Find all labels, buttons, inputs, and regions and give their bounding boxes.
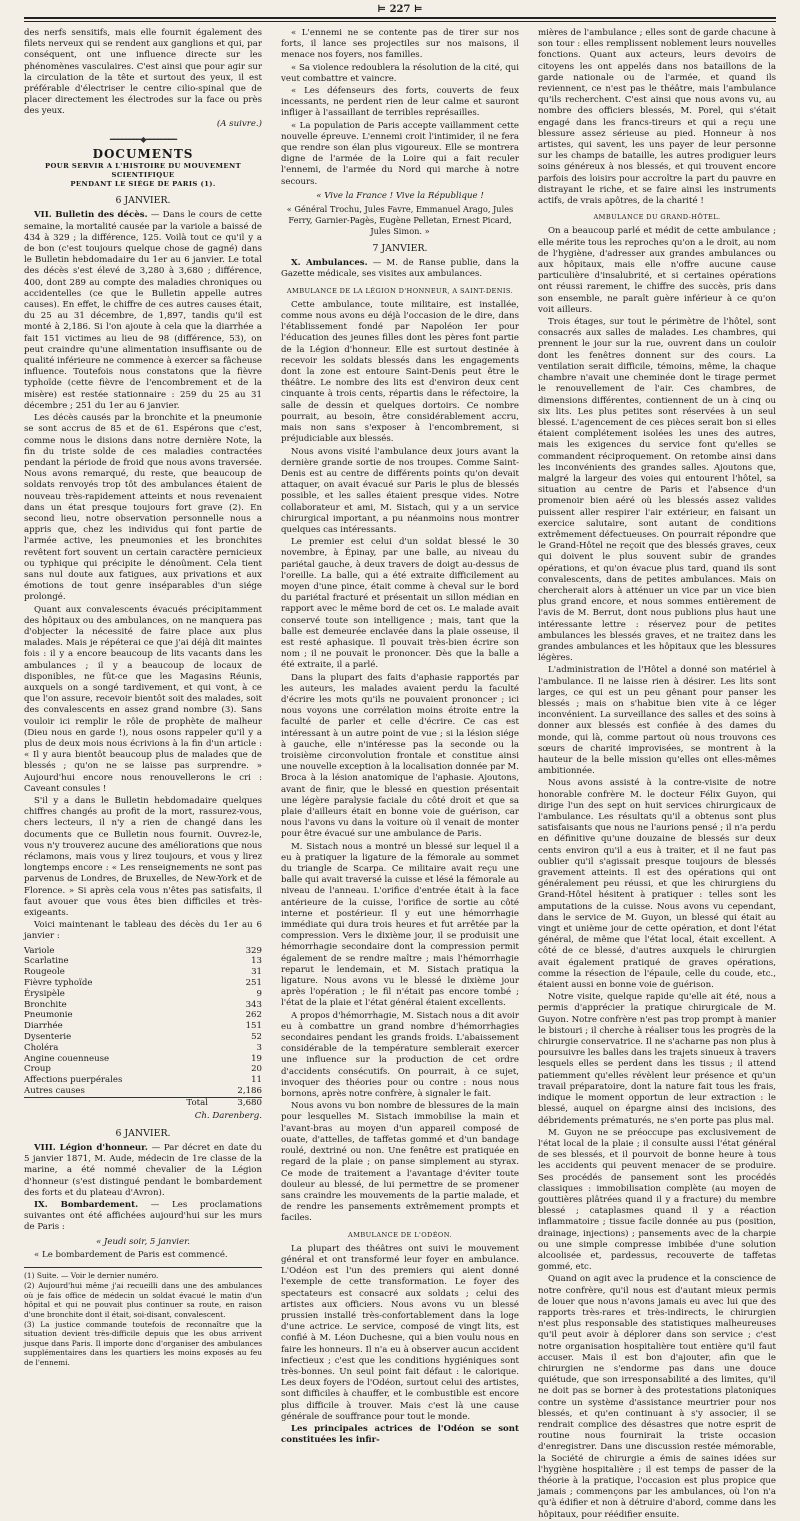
paragraph [24,210,262,412]
stats-value: 9 [256,988,262,999]
column-1 [24,28,262,1367]
stats-row [24,1086,262,1097]
stats-value: 31 [251,967,262,978]
paragraph: Trois étages, sur tout le périmètre de l'hôtel, sont consacrés aux salles de malades. Les chambres, qui prennent le jour sur la rue, ouvrent dans un couloir dont les fenêtres donnent sur des cours. La ventilation serait difficile, témoins, même, la chaque chambre n'avait une cheminée dont le tirage permet le renouvellement de l'air. Ces chambres, de dimensions différentes, contiennent de un à cinq ou six lits. Les plus petites sont réservées à un seul blessé. L'agencement de ces pièces serait bon si elles étaient complétement isolées les unes des autres, mais les exigences du service font qu'elles se commandent réciproquement. On retombe ainsi dans les inconvénients des grandes salles. Ajoutons que, malgré la largeur des voies qui entourent l'hôtel, sa situation au centre de Paris et l'absence d'un promenoir bien aéré où les blessés assez valides puissent aller respirer l'air extérieur, en faisant un exercice salutaire, sont autant de conditions extrêmement défectueuses. On pourrait répondre que le Grand-Hôtel ne reçoit que des blessés graves, ceux qui doivent le plus souvent subir de grandes opérations, et qu'on évacue plus tard, quand ils sont convalescents, dans de petites ambulances. Mais on chercherait alors à atténuer un vice par un vice bien plus grand encore, et nous sommes entièrement de l'avis de M. Berrut, dont nous publions plus haut une intéressante lettre : réservez pour de petites ambulances les blessés graves, et ne traitez dans les grandes ambulances et les hôpitaux que les blessures légères. [538,317,776,664]
stats-value: 251 [245,978,262,989]
header-rule [24,17,776,19]
stats-label: Érysipèle [24,988,65,999]
stats-value: 19 [251,1053,262,1064]
stats-value: 11 [251,1075,262,1086]
stats-row [24,1000,262,1011]
footnotes [24,1267,262,1367]
paragraph: La plupart des théâtres ont suivi le mouvement général et ont transformé leur foyer en ambulance. L'Odéon est l'un des premiers qui aient donné l'exemple de cette transformation. Le foyer des spectateurs est consacré aux soldats ; celui des artistes aux officiers. Nous avons vu un blessé prussien installé très-confortablement dans la loge d'une actrice. Le service, composé de vingt lits, est confié à M. Léon Duchesne, qui a bien voulu nous en faire les honneurs. Il n'a eu à observer aucun accident infectieux ; c'est que les conditions hygiéniques sont très-bonnes. Un seul point fait défaut : le calorique. Les deux foyers de l'Odéon, surtout celui des artistes, sont difficiles à chauffer, et le combustible est encore plus difficile à trouver. Mais c'est là une cause générale de souffrance pour tout le monde. [281,1243,519,1422]
stats-label: Diarrhée [24,1021,63,1032]
stats-row [24,1075,262,1086]
paragraph: M. Guyon ne se préoccupe pas exclusivement de l'état local de la plaie ; il consulte aussi l'état général de ses blessés, et il pourvoit de bonne heure à tous les accidents qui peuvent menacer de se produire. Ses procédés de pansement sont les procédés classiques : immobilisation complète (au moyen de gouttières plâtrées quand il y a fracture) du membre blessé ; cataplasmes quand il y a réaction inflammatoire ; tissue facile donnée au pus (position, drainage, injections) ; pansements avec de la charpie ou une simple compresse imbibée d'une solution alcoolisée et, pardessus, recouverte de taffetas gommé, etc. [538,1127,776,1273]
paragraph: « Le bombardement de Paris est commencé. [34,1249,228,1260]
paragraph: S'il y a dans le Bulletin hebdomadaire quelques chiffres changés au profit de la mort, rassurez-vous, chers lecteurs, il n'y a rien de changé dans les documents que ce Bulletin nous fournit. Ouvrez-le, vous n'y trouverez aucune des améliorations que nous réclamons, mais vous y lirez toujours, et vous y lirez longtemps encore : « Les renseignements ne sont pas parvenus de Londres, de Bruxelles, de New-York et de Florence. » Si après cela vous n'êtes pas satisfaits, il faut avouer que vous êtes bien difficiles et très-exigeants. [24,796,262,919]
paragraph: « Sa violence redoublera la résolution de la cité, qui veut combattre et vaincre. [281,62,519,84]
proclamation-signers: « Général Trochu, Jules Favre, Emmanuel Arago, Jules Ferry, Garnier-Pagès, Eugène Pelletan, Ernest Picard, Jules Simon. » [286,204,514,237]
paragraph: Nous avons assisté à la contre-visite de notre honorable confrère M. le docteur Félix Guyon, qui dirige l'un des sept on huit services chirurgicaux de l'ambulance. Les résultats qu'il a obtenus sont plus satisfaisants que nous ne l'aurions pensé ; il n'a perdu en définitive qu'une douzaine de blessés sur deux cents environ qu'il a eus à traiter, et il ne faut pas oublier qu'il s'agissait presque toujours de blessés gravement atteints. Il est des opérations qui ont généralement peu réussi, et que les chirurgiens du Grand-Hôtel hésitent à pratiquer : telles sont les amputations de la cuisse. Nous avons vu cependant, dans le service de M. Guyon, un blessé qui était au vingt et unième jour de cette opération, et dont l'état général, de même que l'état local, était excellent. A côté de ce blessé, d'autres auxquels le chirurgien avait également pratiqué de graves opérations, comme la résection de l'épaule, celle du coude, etc., étaient aussi en bonne voie de guérison. [538,778,776,991]
section-title: DOCUMENTS [92,147,194,162]
paragraph: « Les défenseurs des forts, couverts de feux incessants, ne perdent rien de leur calme et sauront infliger à l'assaillant de terribles représailles. [281,86,519,119]
item-label: VIII. Légion d'honneur. [34,1143,148,1153]
to-be-continued: (A suivre.) [216,118,262,129]
paragraph: Nous avons visité l'ambulance deux jours avant la dernière grande sortie de nos troupes. Comme Saint-Denis est au centre de différents points qu'on devait attaquer, on avait évacué sur Paris le plus de blessés possible, et les salles étaient presque vides. Notre collaborateur et ami, M. Sistach, qui y a un service chirurgical important, a pu néanmoins nous montrer quelques cas intéressants. [281,446,519,535]
stats-label: Pneumonie [24,1010,73,1021]
item-label: VII. Bulletin des décès. [34,210,148,221]
stats-label: Croup [24,1064,51,1075]
date-heading: 6 JANVIER. [115,1127,171,1139]
subtitle-line: PENDANT LE SIÉGE DE PARIS (1). [70,180,216,189]
paragraph: « L'ennemi ne se contente pas de tirer sur nos forts, il lance ses projectiles sur nos maisons, il menace nos foyers, nos familles. [281,28,519,61]
stats-label: Angine couenneuse [24,1053,110,1064]
stats-value: 13 [251,956,262,967]
proclamation-cry: « Vive la France ! Vive la République ! [316,190,484,201]
stats-value: 151 [245,1021,262,1032]
paragraph [24,1200,262,1234]
stats-label: Affections puerpérales [24,1075,123,1086]
item-label: IX. Bombardement. [34,1200,139,1211]
stats-row [24,1043,262,1054]
stats-label: Autres causes [24,1086,85,1096]
column-3 [538,28,776,1520]
stats-total-value: 3,680 [214,1097,262,1108]
paragraph: des nerfs sensitifs, mais elle fournit également des filets nerveux qui se rendent aux ganglions et qui, par conséquent, ont une influence directe sur les phénomènes vasculaires. C'est ainsi que pour agir sur la circulation de la tête et surtout des yeux, il est préférable d'électriser le centre cilio-spinal que de placer directement les électrodes sur la face ou près des yeux. [24,28,262,117]
ornament-divider: ━━━━━━━━◆━━━━━━━━ [109,134,177,144]
stats-row [24,1064,262,1075]
stats-value: 52 [251,1032,262,1043]
page-number: ⊨ 227 ⊨ [377,4,423,15]
stats-value: 3 [256,1042,262,1053]
paragraph: mières de l'ambulance ; elles sont de garde chacune à son tour : elles remplissent noblement leurs nouvelles fonctions. Quant aux acteurs, leurs devoirs de citoyens les ont appelés dans nos bataillons de la garde nationale ou de l'armée, et quand ils reviennent, ce n'est pas le théâtre, mais l'ambulance qu'ils recherchent. C'est ainsi que nous avons vu, au nombre des officiers blessés, M. Porel, qui s'était engagé dans les francs-tireurs et qui a reçu une blessure assez sérieuse au pied. Honneur à nos artistes, qui savent, les uns payer de leur personne sur les champs de bataille, les autres prodiguer leurs soins généreux à nos blessés, et qui trouvent encore parfois des loisirs pour accroître la part du pauvre en distrayant le riche, et se faire ainsi les instruments actifs, de vrais apôtres, de la charité ! [538,28,776,207]
stats-value: 2,186 [237,1086,262,1096]
header-rule-thin [24,21,776,22]
proclamation-date: « Jeudi soir, 5 janvier. [95,1236,191,1247]
section-subtitle [24,162,262,189]
stats-label: Dysenterie [24,1032,72,1043]
death-stats-table [24,946,262,1109]
paragraph: M. Sistach nous a montré un blessé sur lequel il a eu à pratiquer la ligature de la fémorale au sommet du triangle de Scarpa. Ce militaire avait reçu une balle qui avait traversé la cuisse et lésé la fémorale au niveau de l'anneau. L'orifice d'entrée était à la face antérieure de la cuisse, l'orifice de sortie au côté interne et postérieur. Il y eut une hémorrhagie immédiate qui dura trois heures et fut arrêtée par la compression. Vers le dixième jour, il se produisit une hémorrhagie secondaire dont la compression permit également de se rendre maître ; mais l'hémorrhagie reparut le lendemain, et M. Sistach pratiqua la ligature. Nous avons vu le blessé le dixième jour après l'opération ; le fil n'était pas encore tombé ; l'état de la plaie et l'état général étaient excellents. [281,841,519,1009]
paragraph: L'administration de l'Hôtel a donné son matériel à l'ambulance. Il ne laisse rien à désirer. Les lits sont larges, ce qui est un peu gênant pour panser les blessés ; mais on s'habitue bien vite à ce léger inconvénient. La surveillance des salles et des soins à donner aux blessés est confiée à des dames du monde, qui là, comme partout où nous trouvons ces sœurs de charité improvisées, se montrent à la hauteur de la belle mission qu'elles ont elles-mêmes ambitionnée. [538,665,776,777]
item-label: X. Ambulances. [291,258,368,269]
stats-value: 262 [245,1010,262,1021]
footnote: (2) Aujourd'hui même j'ai recueilli dans une des ambulances où je fais office de médecin un soldat évacué le matin d'un hôpital et qui ne pouvait plus continuer sa route, en raison d'une bronchite dont il était, soi-disant, convalescent. [24,1281,262,1319]
paragraph: Notre visite, quelque rapide qu'elle ait été, nous a permis d'apprécier la pratique chirurgicale de M. Guyon. Notre confrère n'est pas trop prompt à manier le bistouri ; il cherche à réaliser tous les progrès de la chirurgie conservatrice. Il ne s'acharne pas non plus à poursuivre les balles dans les trajets sinueux à travers lesquels elles se perdent dans les tissus ; il attend patiemment qu'elles révèlent leur présence et qu'un travail préparatoire, dont la nature fait tous les frais, indique le moment opportun de leur extraction : le blessé, auquel on épargne ainsi des incisions, des débridements prématurés, ne s'en porte pas plus mal. [538,992,776,1126]
stats-value: 329 [245,945,262,956]
stats-row [24,989,262,1000]
subsection-heading: AMBULANCE DE LA LÉGION D'HONNEUR, A SAINT-DENIS. [286,286,514,295]
stats-row [24,946,262,957]
column-2 [281,28,520,1446]
paragraph [24,1143,262,1199]
footnote: (3) La justice commande toutefois de reconnaître que la situation devient très-difficile depuis que les obus arrivent jusque dans Paris. Il importe donc d'organiser des ambulances supplémentaires dans les quartiers les moins exposés au feu de l'ennemi. [24,1320,262,1367]
stats-row [24,1021,262,1032]
paragraph: Les décès causés par la bronchite et la pneumonie se sont accrus de 85 et de 61. Espérons que c'est, comme nous le disions dans notre dernière Note, la fin du triste solde de ces maladies contractées pendant la période de froid que nous avons traversée. Nous avons remarqué, du reste, que beaucoup de soldats renvoyés trop tôt des ambulances étaient de nouveau très-rapidement atteints et nous revenaient dans un état presque toujours fort grave (2). En second lieu, notre observation personnelle nous a appris que, chez les individus qui font partie de l'armée active, les pneumonies et les bronchites revêtent fort souvent un certain caractère pernicieux ou typhique qui précipite le dénoûment. Cela tient sans nul doute aux fatigues, aux privations et aux émotions de tout genre inséparables d'un siége prolongé. [24,413,262,603]
page-number-value: 227 [389,4,411,15]
paragraph: A propos d'hémorrhagie, M. Sistach nous a dit avoir eu à combattre un grand nombre d'hémorrhagies secondaires pendant les grands froids. L'abaissement considérable de la température semblerait exercer une influence sur la production de cet ordre d'accidents consécutifs. On pourrait, à ce sujet, invoquer des théories pour ou contre : nous nous bornons, après notre confrère, à signaler le fait. [281,1010,519,1100]
paragraph: Quand on agit avec la prudence et la conscience de notre confrère, qu'il nous est d'autant mieux permis de louer que nous n'avons jamais eu avec lui que des rapports très-rares et très-indirects, le chirurgien n'est plus responsable des statistiques malheureuses qu'il peut avoir à déplorer dans son service ; c'est notre organisation hospitalière tout entière qu'il faut accuser. Mais il est bon d'ajouter, afin que le chirurgien ne s'endorme pas dans une douce quiétude, que son irresponsabilité a des limites, qu'il ne doit pas se borner à des protestations platoniques contre un système d'assistance meurtrier pour nos blessés, et qu'en continuant à s'y associer, il se rendrait complice des désastres que notre esprit de routine nous fournirait la triste occasion d'enregistrer. Dans une discussion restée mémorable, la Société de chirurgie a émis de saines idées sur l'hygiène hospitalière ; il est temps de passer de la théorie à la pratique, l'occasion est plus propice que jamais ; commençons par les ambulances, où l'on n'a qu'à édifier et non à détruire d'abord, comme dans les hôpitaux, pour réédifier ensuite. [538,1274,776,1520]
stats-row [24,1032,262,1043]
footnote: (1) Suite. — Voir le dernier numéro. [24,1271,159,1281]
stats-total-label: Total [24,1097,214,1108]
stats-total-row [24,1097,262,1108]
stats-row [24,956,262,967]
paragraph: Voici maintenant le tableau des décès du 1er au 6 janvier : [24,920,262,942]
subsection-heading: AMBULANCE DU GRAND-HÔTEL. [593,213,721,222]
paragraph: On a beaucoup parlé et médit de cette ambulance ; elle mérite tous les reproches qu'on a le droit, au nom de l'hygiène, d'adresser aux grandes ambulances ou aux hôpitaux, mais elle n'offre aucune cause particulière d'insalubrité, et si certaines opérations ont réussi rarement, le chiffre des succès, pris dans son ensemble, ne paraît guère inférieur à ce qu'on voit ailleurs. [538,226,776,315]
signature: Ch. Darenberg. [194,1110,262,1121]
stats-row [24,1010,262,1021]
date-heading: 7 JANVIER. [372,243,428,255]
stats-value: 343 [245,999,262,1010]
paragraph: Dans la plupart des faits d'aphasie rapportés par les auteurs, les malades avaient perdu la faculté d'écrire les mots qu'ils ne pouvaient prononcer ; ici nous voyons une corrélation moins étroite entre la faculté de parler et celle d'écrire. Ce cas est intéressant à un autre point de vue ; si la lésion siége à gauche, elle n'intéresse pas la seconde ou la troisième circonvolution frontale et constitue ainsi une nouvelle exception à la localisation donnée par M. Broca à la lésion anatomique de l'aphasie. Ajoutons, avant de finir, que le blessé en question présentait une légère paralysie faciale du côté droit et que sa plaie d'ailleurs était en bonne voie de guérison, car nous l'avons vu dans la voiture où il venait de monter pour être évacué sur une ambulance de Paris. [281,672,519,840]
stats-value: 20 [251,1064,262,1075]
stats-label: Rougeole [24,967,65,978]
stats-label: Scarlatine [24,956,69,967]
item-text: — Les proclamations suivantes ont été affichées aujourd'hui sur les murs de Paris : [24,1200,262,1233]
stats-label: Fièvre typhoïde [24,978,93,989]
paragraph: Cette ambulance, toute militaire, est installée, comme nous avons eu déjà l'occasion de le dire, dans l'établissement fondé par Napoléon Ier pour l'éducation des jeunes filles dont les pères font partie de la Légion d'honneur. Elle est surtout destinée à recevoir les soldats blessés dans les engagements dont la zone est entoure Saint-Denis peut être le théâtre. Le nombre des lits est d'environ deux cent cinquante à trois cents, répartis dans le réfectoire, la salle de dessin et quelques dortoirs. Ce nombre pourrait, au besoin, être considérablement accru, mais non sans s'exposer à l'encombrement, si préjudiciable aux blessés. [281,299,519,445]
item-text: — M. de Ranse publie, dans la Gazette médicale, ses visites aux ambulances. [281,258,520,280]
stats-label: Bronchite [24,999,67,1010]
stats-row [24,978,262,989]
paragraph [281,258,519,280]
paragraph: Le premier est celui d'un soldat blessé le 30 novembre, à Épinay, par une balle, au niveau du pariétal gauche, à deux travers de doigt au-dessus de l'oreille. La balle, qui a été extraite difficilement au moyen d'une pince, était comme à cheval sur le bord du pariétal fracturé et présentait un sillon médian en rapport avec le même bord de cet os. Le malade avait conservé toute son intelligence ; mais, tant que la balle est demeurée enclavée dans la plaie osseuse, il est resté aphasique. Il pouvait très-bien écrire son nom ; il ne pouvait le prononcer. Dès que la balle a été extraite, il a parlé. [281,537,519,671]
paragraph: Nous avons vu bon nombre de blessures de la main pour lesquelles M. Sistach immobilise la main et l'avant-bras au moyen d'un appareil composé de ouate, d'attelles, de taffetas gommé et d'un bandage roulé, dextriné ou non. Une fenêtre est pratiquée en regard de la plaie ; on panse simplement au styrax. Ce mode de traitement a l'avantage d'éviter toute douleur au blessé, de lui permettre de se promener sans craindre les mouvements de la partie malade, et de rendre les pansements extrêmement prompts et faciles. [281,1101,519,1224]
item-text: — Par décret en date du 5 janvier 1871, M. Aude, médecin de 1re classe de la marine, a été nommé chevalier de la Légion d'honneur (s'est distingué pendant le bombardement des forts et du plateau d'Avron). [24,1143,262,1198]
stats-label: Variole [24,945,55,956]
paragraph: Les principales actrices de l'Odéon se sont constituées les infir- [281,1423,519,1446]
subtitle-line: POUR SERVIR A L'HISTOIRE DU MOUVEMENT SCIENTIFIQUE [44,162,242,180]
date-heading: 6 JANVIER. [115,195,171,207]
subsection-heading: AMBULANCE DE L'ODÉON. [348,1230,452,1239]
paragraph: « La population de Paris accepte vaillamment cette nouvelle épreuve. L'ennemi croit l'intimider, il ne fera que rendre son élan plus vigoureux. Elle se montrera digne de l'armée de la Loire qui a fait reculer l'ennemi, de l'armée du Nord qui marche à notre secours. [281,120,519,187]
item-text: — Dans le cours de cette semaine, la mortalité causée par la variole a baissé de 434 à 329 ; la différence, 125. Voilà tout ce qu'il y a de bon (c'est toujours quelque chose de gagné) dans le Bulletin hebdomadaire du 1er au 6 janvier. Le total des décès s'est élevé de 3,280 à 3,680 ; différence, 400, dont 289 au compte des maladies chroniques ou accidentelles (ce que le Bulletin appelle autres causes). En effet, le chiffre de ces autres causes était, du 25 au 31 décembre, de 1,897, tandis qu'il est monté à 2,186. Si l'on ajoute à cela que la diarrhée a fait 151 victimes au lieu de 98 (différence, 53), on peut craindre qu'une alimentation insuffisante ou de qualité inférieure ne commence à exercer sa fâcheuse influence. Toutefois nous constatons que la fièvre typhoïde (cette fièvre de l'encombrement et de la misère) est restée stationnaire : 259 du 25 au 31 décembre ; 251 du 1er au 6 janvier. [24,210,262,411]
paragraph: Quant aux convalescents évacués précipitamment des hôpitaux ou des ambulances, on ne manquera pas d'objecter la nécessité de faire place aux plus malades. Mais je répéterai ce que j'ai déjà dit maintes fois : il y a encore beaucoup de lits vacants dans les ambulances ; il y a beaucoup de locaux de disponibles, ne fût-ce que les Magasins Réunis, auxquels on a songé tardivement, et qui vont, à ce que l'on assure, recevoir bientôt soit des malades, soit des convalescents en assez grand nombre (3). Sans vouloir ici remplir le rôle de prophète de malheur (Dieu nous en garde !), nous osons rappeler qu'il y a plus de deux mois nous écrivions à la fin d'un article : « Il y aura bientôt beaucoup plus de malades que de blessés ; qu'on ne se laisse pas surprendre. » Aujourd'hui encore nous renouvellerons le cri : Caveant consules ! [24,604,262,794]
stats-label: Choléra [24,1042,59,1053]
stats-row [24,967,262,978]
stats-row [24,1054,262,1065]
